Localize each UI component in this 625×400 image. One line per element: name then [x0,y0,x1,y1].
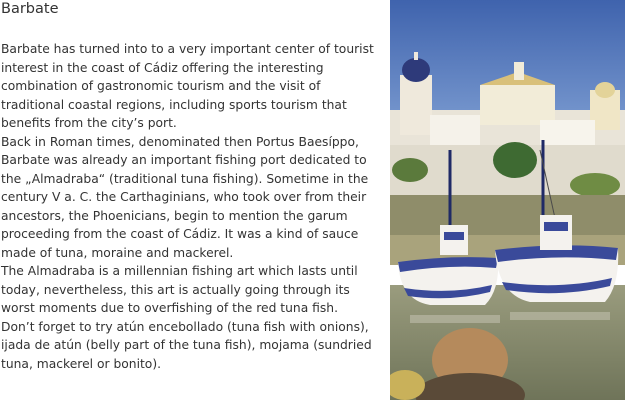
article-body [1,40,387,373]
barbate-harbor-photo [390,0,625,400]
paragraph-almadraba: The Almadraba is a millennian fishing art which lasts until today, nevertheless, this art is actually going through its worst moments due to overfishing of the red tuna fish. [1,264,358,315]
paragraph-food: Don’t forget to try atún encebollado (tuna fish with onions), ijada de atún (belly part of the tuna fish), mojama (sundried tuna, mackerel or bonito). [1,319,372,371]
article [1,0,387,373]
page-title: Barbate [1,1,59,17]
paragraph-history: Back in Roman times, denominated then Portus Baesíppo, Barbate was already an important fishing port dedicated to the „Almadraba“ (traditional tuna fishing). Sometime in the century V a. C. the Carthaginians, who took over from their ancestors, the Phoenicians, begin to mention the garum proceeding from the coast of Cádiz. It was a kind of sauce made of tuna, moraine and mackerel. [1,134,369,260]
paragraph-intro: Barbate has turned into to a very important center of tourist interest in the coast of Cádiz offering the interesting combination of gastronomic tourism and the visit of traditional coastal regions, including sports tourism that benefits from the city’s port. [1,42,374,130]
